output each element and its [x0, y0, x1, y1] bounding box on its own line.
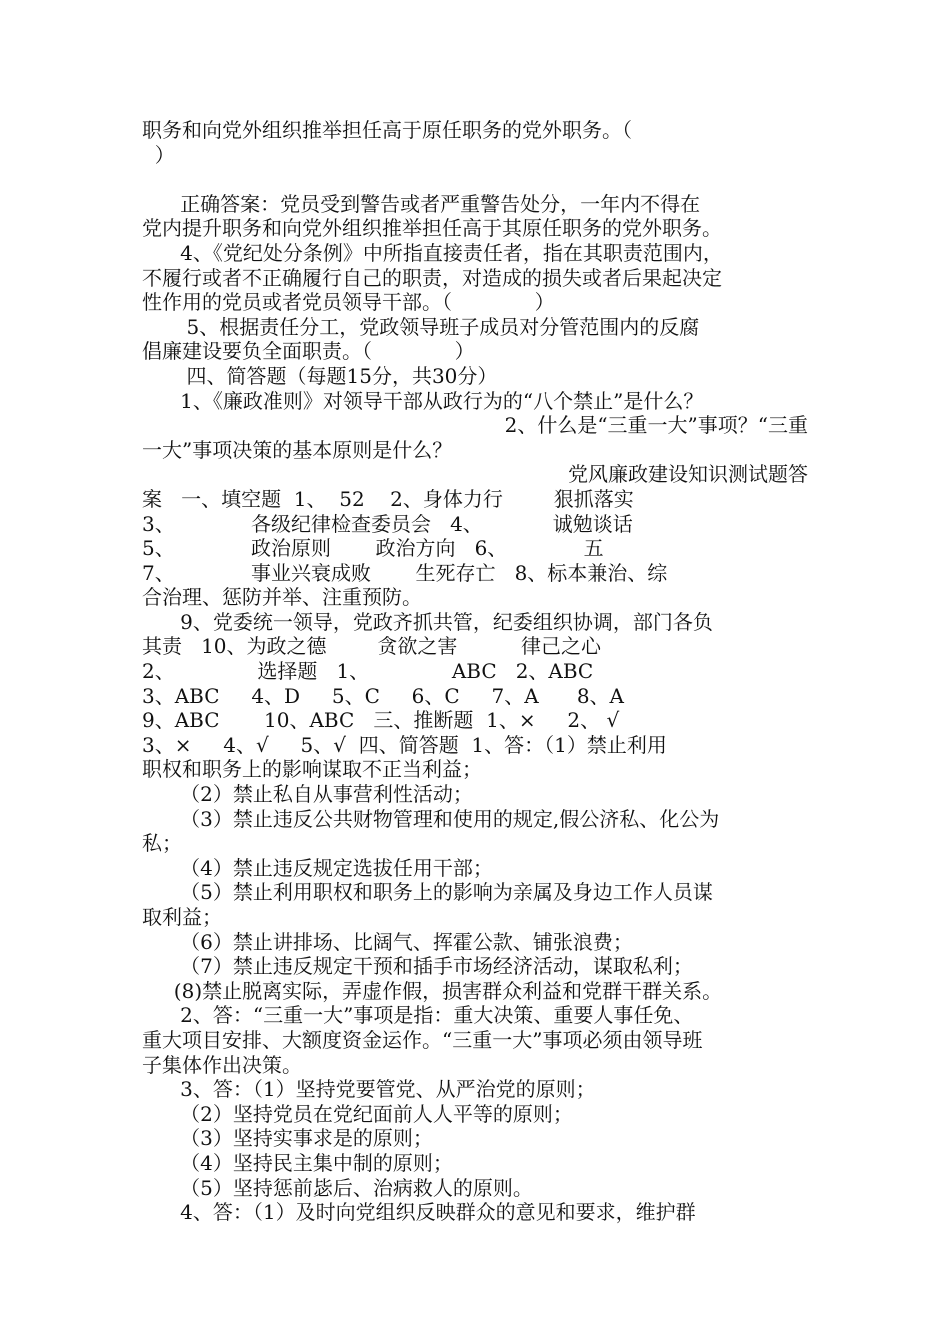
text-line: 3、ABC 4、D 5、C 6、C 7、A 8、A [142, 683, 624, 708]
text-line: （3）禁止违反公共财物管理和使用的规定,假公济私、化公为 [142, 806, 720, 831]
text-line: 倡廉建设要负全面职责。（ ） [142, 339, 475, 364]
text-line: （4）禁止违反规定选拔任用干部； [142, 855, 493, 880]
text-line: ） [142, 142, 175, 167]
text-line: 合治理、惩防并举、注重预防。 [142, 585, 422, 610]
text-line: （5）禁止利用职权和职务上的影响为亲属及身边工作人员谋 [142, 880, 713, 905]
text-line: 正确答案：党员受到警告或者严重警告处分，一年内不得在 [142, 191, 701, 216]
text-line: 四、简答题（每题15分，共30分） [142, 363, 498, 388]
text-line: （4）坚持民主集中制的原则； [142, 1150, 453, 1175]
text-line: 重大项目安排、大额度资金运作。“三重一大”事项必须由领导班 [142, 1027, 703, 1052]
text-line: （3）坚持实事求是的原则； [142, 1126, 433, 1151]
text-line: 2、答：“三重一大”事项是指：重大决策、重要人事任免、 [142, 1003, 694, 1028]
text-line: 1、《廉政准则》对领导干部从政行为的“八个禁止”是什么？ [142, 388, 704, 413]
text-line: 其责 10、为政之德 贪欲之害 律己之心 [142, 634, 601, 659]
text-line: 一大”事项决策的基本原则是什么？ [142, 437, 453, 462]
text-line: （6）禁止讲排场、比阔气、挥霍公款、铺张浪费； [142, 929, 633, 954]
text-line: 党内提升职务和向党外组织推举担任高于其原任职务的党外职务。 [142, 216, 722, 241]
text-line: 3、答：（1）坚持党要管党、从严治党的原则； [142, 1077, 596, 1102]
text-line: 取利益； [142, 905, 222, 929]
text-line: 不履行或者不正确履行自己的职责，对造成的损失或者后果起决定 [142, 265, 722, 290]
text-line: 9、ABC 10、ABC 三、推断题 1、× 2、 √ [142, 708, 620, 733]
text-line: 9、党委统一领导，党政齐抓共管，纪委组织协调，部门各负 [142, 609, 713, 634]
text-line: （2）坚持党员在党纪面前人人平等的原则； [142, 1101, 573, 1126]
text-line: 3、× 4、√ 5、√ 四、简答题 1、答：（1）禁止利用 [142, 732, 667, 757]
text-line: 7、 事业兴衰成败 生死存亡 8、标本兼治、综 [142, 560, 668, 585]
text-line: （2）禁止私自从事营利性活动； [142, 782, 473, 807]
text-line: 私； [142, 831, 182, 856]
text-line: 4、《党纪处分条例》中所指直接责任者，指在其职责范围内， [142, 240, 723, 265]
text-line: 职权和职务上的影响谋取不正当利益； [142, 757, 482, 782]
text-line: (8)禁止脱离实际，弄虚作假，损害群众利益和党群干群关系。 [142, 978, 723, 1003]
text-line: 2、什么是“三重一大”事项？“三重 [504, 413, 808, 438]
text-line: 3、 各级纪律检查委员会 4、 诚勉谈话 [142, 511, 633, 536]
text-line [142, 167, 808, 192]
text-line: 性作用的党员或者党员领导干部。（ ） [142, 290, 555, 315]
text-line: 案 一、填空题 1、 52 2、身体力行 狠抓落实 [142, 486, 634, 511]
text-line: （7）禁止违反规定干预和插手市场经济活动，谋取私利； [142, 954, 693, 979]
text-line: 5、 政治原则 政治方向 6、 五 [142, 536, 604, 561]
text-line: 2、 选择题 1、 ABC 2、ABC [142, 659, 594, 684]
text-line: 4、答：（1）及时向党组织反映群众的意见和要求，维护群 [142, 1200, 696, 1225]
text-line: 职务和向党外组织推举担任高于原任职务的党外职务。（ [142, 118, 632, 142]
text-line: 子集体作出决策。 [142, 1052, 302, 1077]
text-line: 5、根据责任分工，党政领导班子成员对分管范围内的反腐 [142, 314, 700, 339]
text-line: 党风廉政建设知识测试题答 [568, 462, 808, 487]
text-line: （5）坚持惩前毖后、治病救人的原则。 [142, 1175, 533, 1200]
